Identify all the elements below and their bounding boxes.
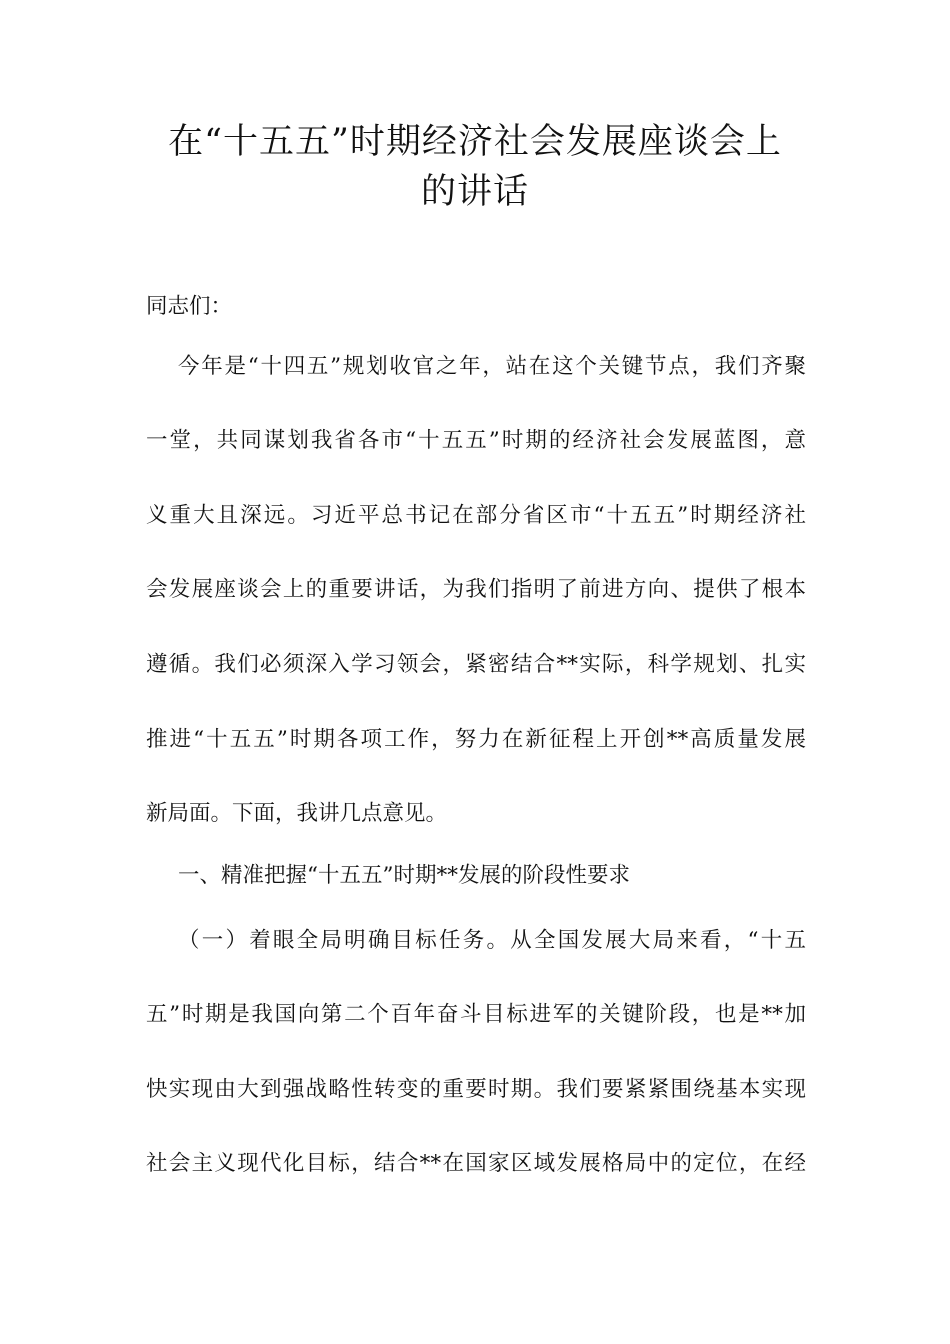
paragraph-line: 一堂，共同谋划我省各市“十五五”时期的经济社会发展蓝图，意 <box>146 428 806 453</box>
paragraph-line: 会发展座谈会上的重要讲话，为我们指明了前进方向、提供了根本 <box>146 577 806 602</box>
section-heading: 一、精准把握“十五五”时期**发展的阶段性要求 <box>178 863 630 888</box>
paragraph-line: 社会主义现代化目标，结合**在国家区域发展格局中的定位，在经 <box>146 1151 806 1176</box>
document-title-line-2: 的讲话 <box>420 172 529 212</box>
paragraph-line: 义重大且深远。习近平总书记在部分省区市“十五五”时期经济社 <box>146 503 806 528</box>
paragraph-line: （一）着眼全局明确目标任务。从全国发展大局来看，“十五 <box>178 928 806 953</box>
document-title-line-1: 在“十五五”时期经济社会发展座谈会上 <box>168 122 782 162</box>
paragraph-line: 今年是“十四五”规划收官之年，站在这个关键节点，我们齐聚 <box>178 354 806 379</box>
paragraph-line: 快实现由大到强战略性转变的重要时期。我们要紧紧围绕基本实现 <box>146 1077 806 1102</box>
paragraph-line: 遵循。我们必须深入学习领会，紧密结合**实际，科学规划、扎实 <box>146 652 806 677</box>
paragraph-line: 五”时期是我国向第二个百年奋斗目标进军的关键阶段，也是**加 <box>146 1002 806 1027</box>
paragraph-line: 新局面。下面，我讲几点意见。 <box>146 801 448 826</box>
salutation: 同志们： <box>146 294 233 319</box>
paragraph-line: 推进“十五五”时期各项工作，努力在新征程上开创**高质量发展 <box>146 727 806 752</box>
